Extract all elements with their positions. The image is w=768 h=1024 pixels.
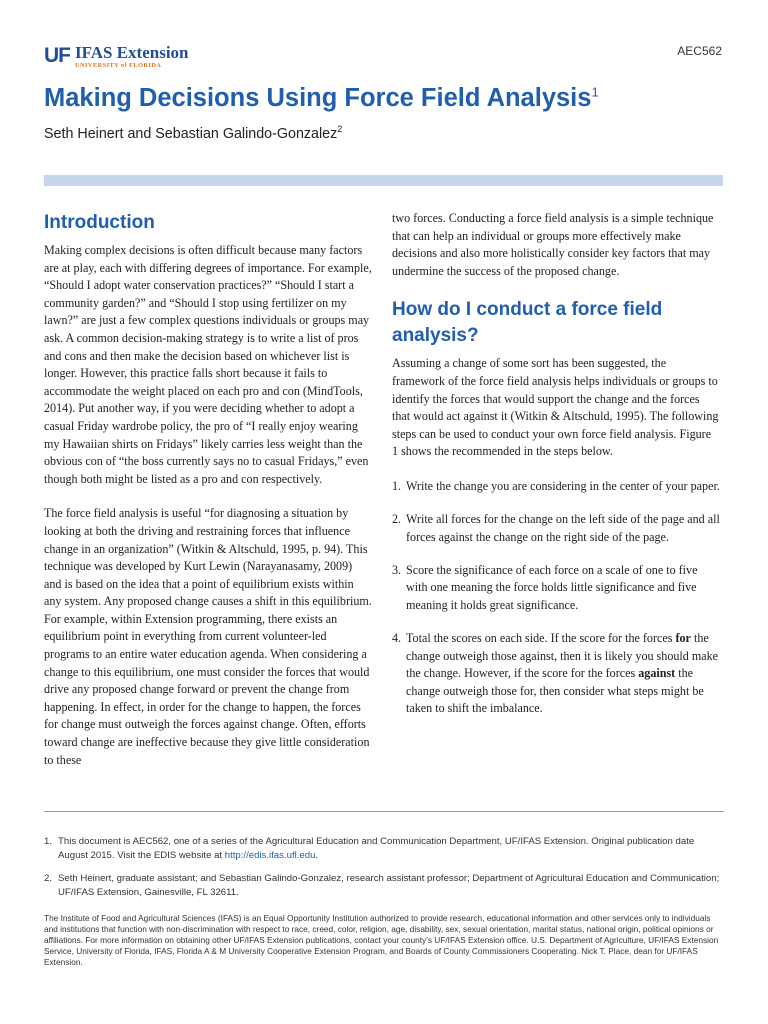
- header-divider-bar: [44, 175, 723, 186]
- footnote-1-end: .: [315, 849, 319, 861]
- howto-paragraph: Assuming a change of some sort has been suggested, the framework of the force field analysis helps individuals or groups to identify the forces that would support the change and the forces that would act against it (Witkin & Altschuld, 1995). The following steps can be used to conduct your own force field analysis. Figure 1 shows the recommended in the steps below.: [392, 356, 719, 459]
- footnote-number: 2.: [44, 873, 53, 884]
- step-number: 2.: [392, 512, 402, 527]
- footnote-2-text: Seth Heinert, graduate assistant; and Sebastian Galindo-Gonzalez, research assistant professor; Department of Agricultural Education and Communication; UF/IFAS Extension, Gainesville, FL 32611.: [58, 873, 720, 898]
- step4-part-c: the change outweigh those against, then it is likely you should make the change. However, if the score for the forces: [406, 631, 719, 681]
- left-column: [44, 210, 372, 786]
- step-text: Score the significance of each force on a scale of one to five with one meaning the force holds little significance and five meaning it holds great significance.: [406, 562, 698, 612]
- step4-bold-against: against: [638, 666, 676, 681]
- footnote-text: [58, 835, 724, 862]
- introduction-heading: Introduction: [44, 212, 155, 233]
- list-item: [392, 630, 720, 718]
- title-footnote-marker: 1: [591, 84, 599, 100]
- logo-university-text: UNIVERSITY of FLORIDA: [75, 62, 162, 69]
- intro-paragraph-2: The force field analysis is useful “for diagnosing a situation by looking at both the driving and restraining forces that influence change in an organization” (Witkin & Altschuld, 1995, p. 94). This technique was developed by Kurt Lewin (Narayanasamy, 2009) and is based on the idea that a point of equilibrium exists within any system. Any proposed change causes a shift in this equilibrium. For example, within Extension programming, there exists an equilibrium point in everything from current volunteer-led programs to an entire water education agenda. When considering a change to this equilibrium, one must consider the forces that would drive any proposed change forward or prevent the change from happening. In effect, in order for the change to happen, the forces for change must outweigh the forces against change. Often, efforts toward change are ineffective because they give little consideration to these: [44, 506, 372, 767]
- footnote-divider: [44, 811, 724, 812]
- step4-bold-for: for: [675, 631, 691, 645]
- step-text: [406, 630, 720, 718]
- page-title: [44, 84, 599, 113]
- step-number: 3.: [392, 562, 402, 577]
- ifas-extension-logo: [44, 44, 189, 70]
- howto-heading: How do I conduct a force field analysis?: [392, 299, 663, 347]
- right-column: [392, 210, 720, 733]
- steps-list: [392, 478, 720, 718]
- intro-paragraph-1: Making complex decisions is often difficult because many factors are at play, each with differing degrees of importance. For example, “Should I adopt water conservation practices?” “Should I start a community garden?” and “Should I stop using fertilizer on my lawn?” are just a few complex questions individuals or groups may ask. A common decision-making strategy is to write a list of pros and cons and then make the decision based on whichever list is longer. However, this practice falls short because it fails to accommodate the weight placed on each pro and con (MindTools, 2014). Put another way, if you were deciding whether to adopt a casual Friday wardrobe policy, the pro of “I really enjoy wearing my Hawaiian shirts on Fridays” likely carries less weight than the obvious con of “the boss currently says no to casual Fridays,” even though both might be listed as a pro and con respectively.: [44, 243, 372, 486]
- title-text: Making Decisions Using Force Field Analysis: [44, 84, 592, 112]
- authors-line: [44, 124, 342, 142]
- step-number: 1.: [392, 478, 402, 493]
- authors-footnote-marker: 2: [337, 124, 343, 134]
- document-code: AEC562: [677, 44, 722, 58]
- uf-logo-mark: UF: [44, 44, 70, 67]
- logo-text: [75, 44, 189, 70]
- footnote-1: [44, 835, 724, 862]
- step4-part-e: the change outweigh those for, then consider what steps might be taken to shift the imbalance.: [406, 666, 704, 716]
- list-item: [392, 562, 720, 615]
- footnote-2: [44, 872, 724, 899]
- step4-part-a: Total the scores on each side. If the score for the forces: [406, 631, 676, 645]
- list-item: [392, 511, 720, 546]
- logo-ifas-text: IFAS Extension: [75, 43, 189, 62]
- authors-text: Seth Heinert and Sebastian Galindo-Gonzalez: [44, 125, 338, 142]
- edis-link[interactable]: http://edis.ifas.ufl.edu: [224, 849, 316, 861]
- step-number: 4.: [392, 631, 402, 645]
- list-item: [392, 478, 720, 496]
- footnote-number: 1.: [44, 836, 53, 847]
- intro-paragraph-3: two forces. Conducting a force field analysis is a simple technique that can help an individual or groups more effectively make decisions and also more holistically consider key factors that may undermine the success of the proposed change.: [392, 211, 714, 278]
- step-text: Write all forces for the change on the left side of the page and all forces against the change on the right side of the page.: [406, 512, 720, 544]
- footnote-1-text: This document is AEC562, one of a series of the Agricultural Education and Communication Department, UF/IFAS Extension. Original publication date August 2015. Visit the EDIS website at: [58, 836, 695, 861]
- step-text: Write the change you are considering in the center of your paper.: [406, 478, 720, 493]
- legal-notice: The Institute of Food and Agricultural Sciences (IFAS) is an Equal Opportunity Institution authorized to provide research, educational information and other services only to individuals and institutions that function with non-discrimination with respect to race, creed, color, religion, age, disability, sex, sexual orientation, marital status, national origin, political opinions or affiliations. For more information on obtaining other UF/IFAS Extension publications, contact your county’s UF/IFAS Extension office. U.S. Department of Agriculture, UF/IFAS Extension Service, University of Florida, IFAS, Florida A & M University Cooperative Extension Program, and Boards of County Commissioners Cooperating. Nick T. Place, dean for UF/IFAS Extension.: [44, 913, 719, 967]
